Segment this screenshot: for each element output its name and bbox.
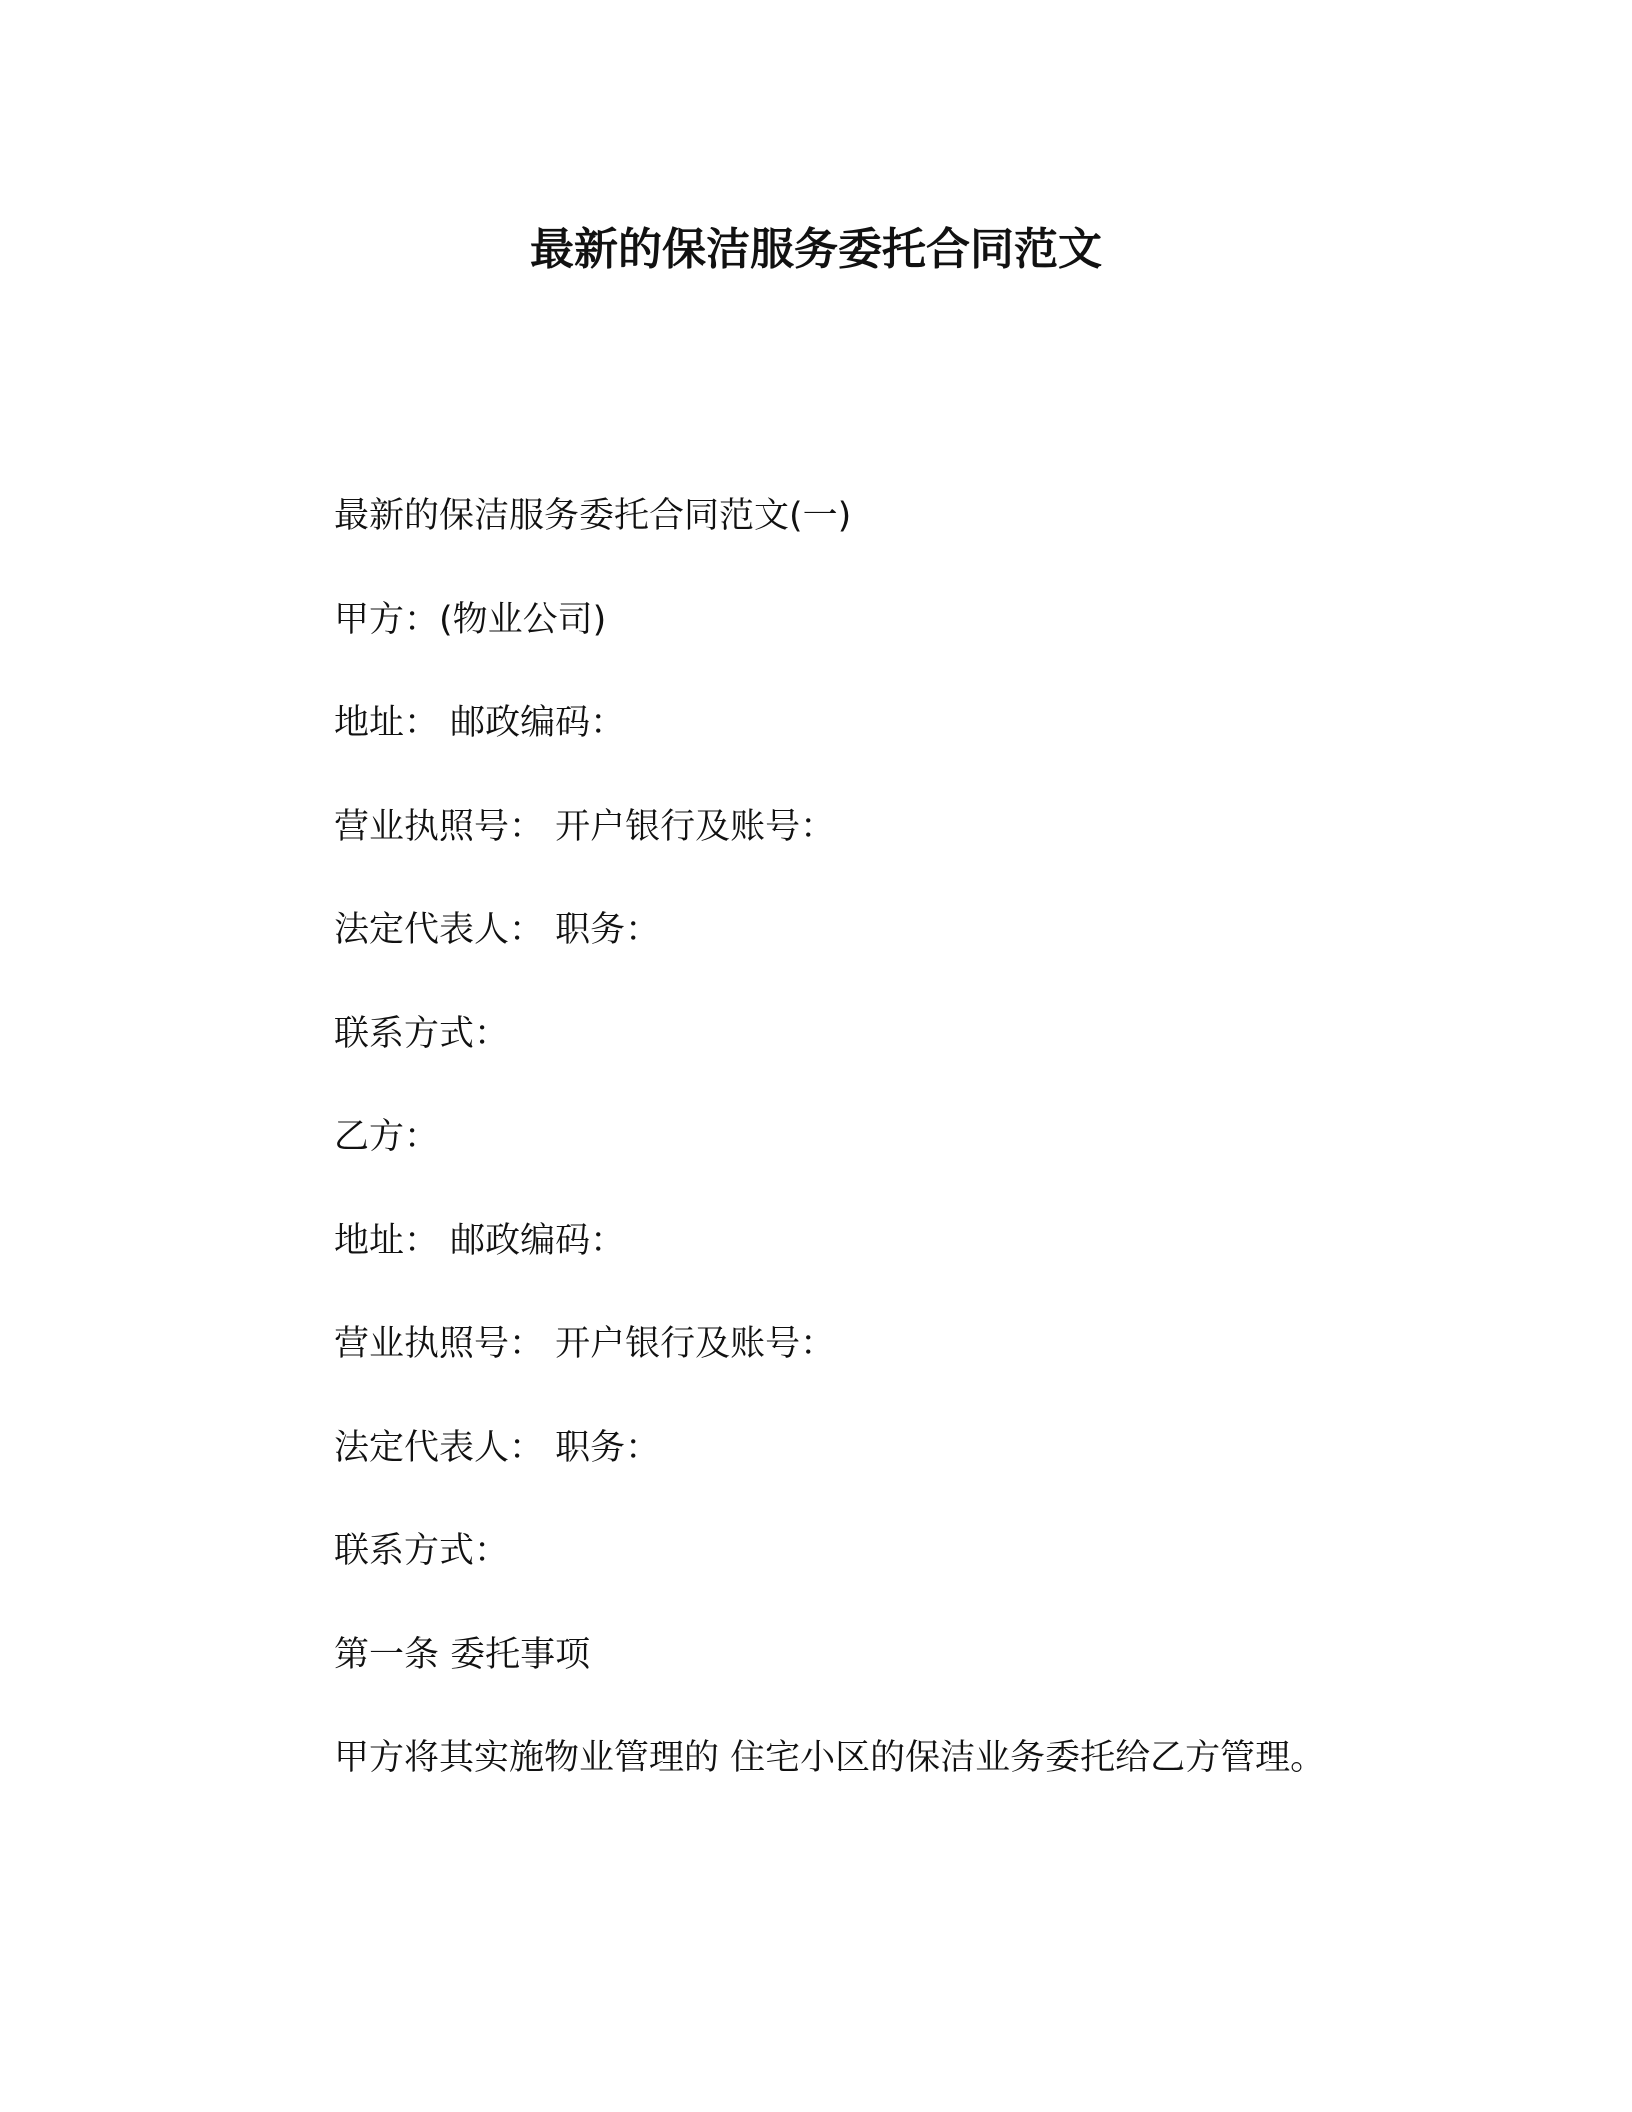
body-line-party-a: 甲方：(物业公司): [334, 599, 607, 640]
body-line-contact-a: 联系方式：: [334, 1013, 510, 1054]
body-line-address-a: 地址： 邮政编码：: [334, 703, 626, 743]
body-line-representative-a: 法定代表人： 职务：: [334, 910, 661, 950]
body-line-license-a: 营业执照号： 开户银行及账号：: [334, 806, 836, 847]
body-line-subtitle: 最新的保洁服务委托合同范文(一): [334, 496, 852, 536]
body-line-contact-b: 联系方式：: [334, 1531, 510, 1571]
body-line-license-b: 营业执照号： 开户银行及账号：: [334, 1324, 836, 1364]
document-title: 最新的保洁服务委托合同范文: [530, 224, 1102, 275]
body-line-party-b: 乙方：: [334, 1117, 440, 1157]
body-line-address-b: 地址： 邮政编码：: [334, 1220, 626, 1261]
body-line-representative-b: 法定代表人： 职务：: [334, 1427, 661, 1468]
article-paragraph: 甲方将其实施物业管理的 住宅小区的保洁业务委托给乙方管理。: [334, 1738, 1326, 1778]
document-body: [334, 491, 1325, 1837]
article-heading: 第一条 委托事项: [334, 1634, 591, 1675]
